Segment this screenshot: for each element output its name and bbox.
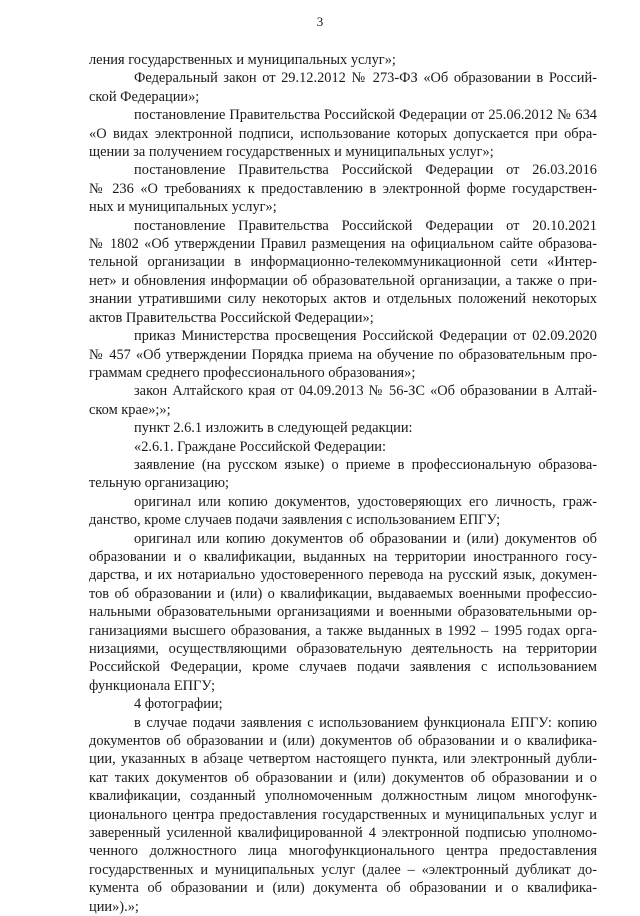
text-line: ления государственных и муниципальных услуг»; — [89, 52, 396, 68]
text-line: оригинал или копию документов, удостоверяющих его личность, граж- — [134, 493, 597, 510]
text-line: образовании и о квалификации, выданных на территории иностранного госу- — [89, 548, 597, 565]
document-body — [89, 51, 597, 916]
text-line: оригинал или копию документов об образовании и (или) документов об — [134, 530, 597, 547]
text-line: ченного должностного лица многофункционального центра предоставления — [89, 843, 597, 860]
text-line: № 236 «О требованиях к предоставлению в электронной форме государствен- — [89, 180, 597, 197]
text-line: Федеральный закон от 29.12.2012 № 273-ФЗ «Об образовании в Россий- — [134, 70, 597, 87]
text-line: кат таких документов об образовании и (или) документов об образовании и о — [89, 769, 597, 786]
text-line: данство, кроме случаев подачи заявления с использованием ЕПГУ; — [89, 512, 501, 529]
text-line: документов об образовании и (или) документов об образовании и о квалифика- — [89, 733, 597, 750]
text-line: ции, указанных в абзаце четвертом настоящего пункта, или электронный дубли- — [89, 751, 597, 768]
text-line: в случае подачи заявления с использованием функционала ЕПГУ: копию — [134, 714, 597, 731]
text-line: нальными образовательными организациями и военными образовательными ор- — [89, 604, 597, 621]
text-line: граммам среднего профессионального образования»; — [89, 364, 416, 381]
text-line: «О видах электронной подписи, использование которых допускается при обра- — [89, 125, 597, 142]
text-line: ции»).»; — [89, 898, 139, 915]
text-line: квалификации, созданный уполномоченным должностным лицом многофунк- — [89, 788, 597, 805]
text-line: закон Алтайского края от 04.09.2013 № 56-ЗС «Об образовании в Алтай- — [134, 383, 597, 400]
text-line: государственных и муниципальных услуг (далее – «электронный дубликат до- — [89, 861, 597, 878]
text-line: ганизациями высшего образования, а также выданных в 1992 – 1995 годах орга- — [89, 622, 597, 639]
text-line: постановление Правительства Российской Федерации от 20.10.2021 — [134, 217, 597, 234]
text-line: приказ Министерства просвещения Российской Федерации от 02.09.2020 — [134, 328, 597, 345]
text-line: Российской Федерации, кроме случаев подачи заявления с использованием — [89, 659, 597, 676]
text-line: кумента об образовании и (или) документа об образовании и о квалифика- — [89, 880, 597, 897]
text-line: дарства, и их нотариально удостоверенного перевода на русский язык, докумен- — [89, 567, 597, 584]
text-line: ской Федерации»; — [89, 88, 200, 105]
text-line: ных и муниципальных услуг»; — [89, 199, 277, 216]
text-line: заявление (на русском языке) о приеме в профессиональную образова- — [134, 456, 597, 473]
text-line: заверенный усиленной квалифицированной 4 электронной подписью уполномо- — [89, 825, 597, 842]
text-line: ском крае»;»; — [89, 401, 171, 418]
text-line: функционала ЕПГУ; — [89, 677, 215, 694]
text-line: № 1802 «Об утверждении Правил размещения на официальном сайте образова- — [89, 236, 597, 253]
text-line: нет» и обновления информации об образовательной организации, а также о при- — [89, 272, 597, 289]
text-line: постановление Правительства Российской Федерации от 26.03.2016 — [134, 162, 597, 179]
text-line: «2.6.1. Граждане Российской Федерации: — [134, 438, 386, 455]
text-line: постановление Правительства Российской Федерации от 25.06.2012 № 634 — [134, 107, 597, 124]
text-line: щении за получением государственных и муниципальных услуг»; — [89, 144, 494, 161]
text-line: ционального центра предоставления государственных и муниципальных услуг и — [89, 806, 597, 823]
text-line: низациями, осуществляющими образовательную деятельность на территории — [89, 641, 597, 657]
text-line: актов Правительства Российской Федерации»; — [89, 309, 374, 326]
text-line: № 457 «Об утверждении Порядка приема на обучение по образовательным про- — [89, 346, 597, 363]
text-line: тельной организации в информационно-телекоммуникационной сети «Интер- — [89, 254, 597, 271]
text-line: тов об образовании и (или) о квалификации, выдаваемых военными профессио- — [89, 585, 597, 602]
page-number: 3 — [316, 14, 324, 29]
text-line: знании утратившими силу некоторых актов и отдельных положений некоторых — [89, 291, 597, 308]
text-line: тельную организацию; — [89, 475, 229, 492]
text-line: 4 фотографии; — [134, 696, 223, 713]
text-line: пункт 2.6.1 изложить в следующей редакции: — [134, 420, 413, 437]
